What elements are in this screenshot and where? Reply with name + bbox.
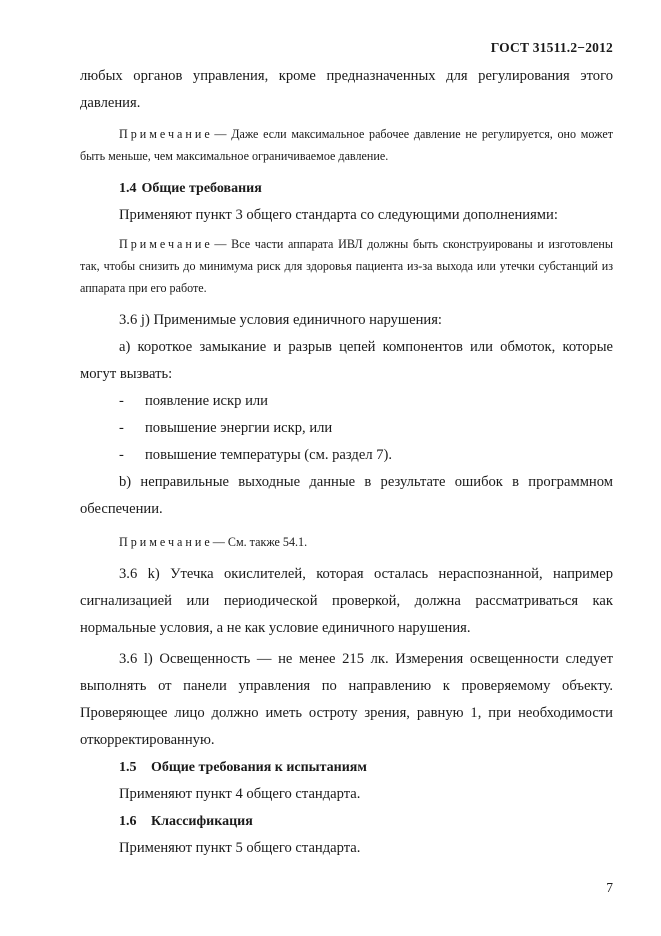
note-text: — Даже если максимальное рабочее давление не регулируется, оно может быть меньше, чем максимальное ограничиваемое давление. [80,127,613,163]
note-label: Примечание [119,237,213,251]
note-text: — См. также 54.1. [209,535,308,549]
note-text: — Все части аппарата ИВЛ должны быть сконструированы и изготовлены так, чтобы снизить до минимума риск для здоровья пациента из-за выхода или утечки субстанций из аппарата при его работе. [80,237,613,295]
page-number: 7 [606,880,613,895]
page-content [80,63,613,862]
dash-item: - повышение энергии искр, или [119,420,333,436]
list-item-a: а) короткое замыкание и разрыв цепей компонентов или обмоток, которые могут вызвать: [80,339,613,382]
paragraph-1-6: Применяют пункт 5 общего стандарта. [119,840,361,856]
note-3 [80,531,613,553]
paragraph-3-6-k: 3.6 k) Утечка окислителей, которая осталась нераспознанной, например сигнализацией или периодической проверкой, должна рассматриваться как нормальные условия, а не как условие единичного нарушения. [80,566,613,636]
paragraph-1-4: Применяют пункт 3 общего стандарта со следующими дополнениями: [119,207,558,223]
dash-item: - повышение температуры (см. раздел 7). [119,447,393,463]
section-heading-1-5: 1.5 Общие требования к испытаниям [119,760,367,775]
dash-item: - появление искр или [119,393,268,409]
paragraph-1-5: Применяют пункт 4 общего стандарта. [119,786,361,802]
note-1 [80,123,613,167]
note-label: Примечание [119,535,213,549]
section-heading-1-4: 1.4 Общие требования [119,181,262,196]
paragraph-continuation: любых органов управления, кроме предназначенных для регулирования этого давления. [80,68,613,111]
standard-header: ГОСТ 31511.2−2012 [490,40,613,55]
note-2 [80,233,613,299]
list-item-b: b) неправильные выходные данные в результате ошибок в программном обеспечении. [80,474,613,517]
paragraph-3-6-j: 3.6 j) Применимые условия единичного нарушения: [119,312,442,328]
section-heading-1-6: 1.6 Классификация [119,814,253,829]
note-label: Примечание [119,127,213,141]
paragraph-3-6-l: 3.6 l) Освещенность — не менее 215 лк. Измерения освещенности следует выполнять от панели управления по направлению к проверяемому объекту. Проверяющее лицо должно иметь остроту зрения, равную 1, при необходимости откорректированную. [80,651,613,748]
